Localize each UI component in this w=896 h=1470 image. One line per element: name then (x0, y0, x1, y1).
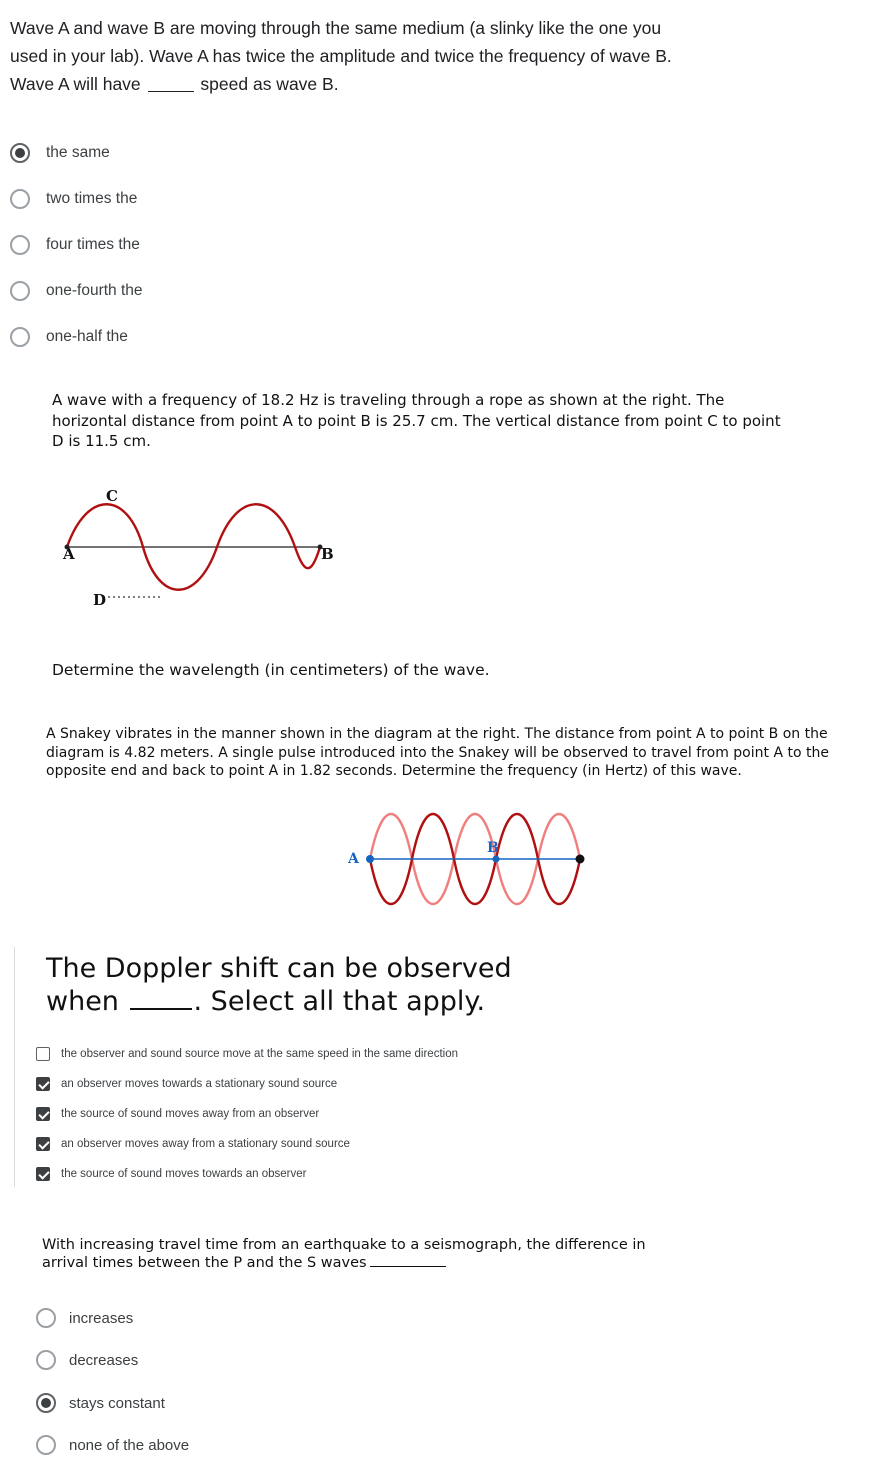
snakey-standing-wave-diagram (340, 805, 600, 920)
radio-icon[interactable] (10, 327, 30, 347)
answer-blank (370, 1254, 446, 1267)
q1-option-label: one-half the (46, 328, 128, 345)
q4-option-label: the source of sound moves towards an observer (61, 1168, 307, 1180)
question-4-title-after: . Select all that apply. (193, 986, 486, 1017)
radio-icon[interactable] (36, 1308, 56, 1328)
question-4-title-before: The Doppler shift can be observed when (46, 953, 512, 1017)
radio-checked-icon[interactable] (36, 1393, 56, 1413)
q5-option-decreases[interactable] (36, 1350, 138, 1370)
radio-checked-icon[interactable] (10, 143, 30, 163)
q4-option-label: the observer and sound source move at the same speed in the same direction (61, 1048, 458, 1060)
q1-option-label: the same (46, 144, 110, 161)
answer-blank (148, 73, 194, 92)
q5-option-label: decreases (69, 1351, 139, 1369)
checkbox-checked-icon[interactable] (36, 1077, 50, 1091)
q4-option-source-towards[interactable] (36, 1167, 306, 1181)
question-5-text (42, 1236, 692, 1272)
q5-option-label: none of the above (69, 1436, 190, 1454)
q1-option-label: four times the (46, 236, 140, 253)
question-4-title (46, 952, 566, 1018)
q1-option-the-same[interactable] (10, 143, 110, 163)
radio-icon[interactable] (10, 235, 30, 255)
q4-option-label: an observer moves towards a stationary sound source (61, 1078, 338, 1090)
q5-option-label: stays constant (69, 1394, 165, 1412)
checkbox-checked-icon[interactable] (36, 1107, 50, 1121)
q5-option-none[interactable] (36, 1435, 189, 1455)
q4-option-observer-towards[interactable] (36, 1077, 337, 1091)
q1-option-two-times[interactable] (10, 189, 137, 209)
label-d: D (93, 591, 107, 609)
checkbox-checked-icon[interactable] (36, 1137, 50, 1151)
question-1-text-after: speed as wave B. (200, 74, 339, 94)
rope-wave-diagram (55, 480, 355, 620)
answer-blank (130, 986, 192, 1010)
q4-option-label: an observer moves away from a stationary sound source (61, 1138, 350, 1150)
question-3-text: A Snakey vibrates in the manner shown in the diagram at the right. The distance from point A to point B on the diagram is 4.82 meters. A single pulse introduced into the Snakey will be observed to travel from point A to the opposite end and back to point A in 1.82 seconds. Determine the frequency (in Hertz) of this wave. (46, 726, 829, 779)
end-marker (576, 855, 585, 864)
radio-icon[interactable] (36, 1350, 56, 1370)
question-2-text: A wave with a frequency of 18.2 Hz is traveling through a rope as shown at the right. The horizontal distance from point A to point B is 25.7 cm. The vertical distance from point C to point D is 11.5 cm. (52, 391, 781, 450)
q1-option-label: one-fourth the (46, 282, 143, 299)
point-a-marker (366, 855, 374, 863)
q1-option-four-times[interactable] (10, 235, 140, 255)
label-c: C (106, 487, 118, 505)
label-a: A (348, 851, 359, 867)
question-1-text (10, 14, 700, 98)
question-2-prompt: Determine the wavelength (in centimeters) of the wave. (52, 661, 490, 679)
q4-option-same-direction[interactable] (36, 1047, 458, 1061)
radio-icon[interactable] (36, 1435, 56, 1455)
q4-option-label: the source of sound moves away from an observer (61, 1108, 320, 1120)
q5-option-increases[interactable] (36, 1308, 133, 1328)
q4-option-observer-away[interactable] (36, 1137, 350, 1151)
label-b: B (321, 545, 334, 563)
q5-option-stays-constant[interactable] (36, 1393, 165, 1413)
label-b: B (487, 840, 499, 856)
label-a: A (63, 545, 75, 563)
checkbox-checked-icon[interactable] (36, 1167, 50, 1181)
checkbox-icon[interactable] (36, 1047, 50, 1061)
q1-option-label: two times the (46, 190, 138, 207)
q1-option-one-half[interactable] (10, 327, 128, 347)
point-b-marker (493, 856, 500, 863)
question-4-side-border (14, 947, 15, 1187)
q1-option-one-fourth[interactable] (10, 281, 143, 301)
q5-option-label: increases (69, 1309, 134, 1327)
question-5-text-content: With increasing travel time from an earthquake to a seismograph, the difference in arrival times between the P and the S waves (42, 1237, 646, 1271)
question-1-text-before: Wave A and wave B are moving through the same medium (a slinky like the one you used in your lab). Wave A has twice the amplitude and twice the frequency of wave B. Wave A will have (10, 18, 672, 94)
q4-option-source-away[interactable] (36, 1107, 319, 1121)
radio-icon[interactable] (10, 281, 30, 301)
radio-icon[interactable] (10, 189, 30, 209)
